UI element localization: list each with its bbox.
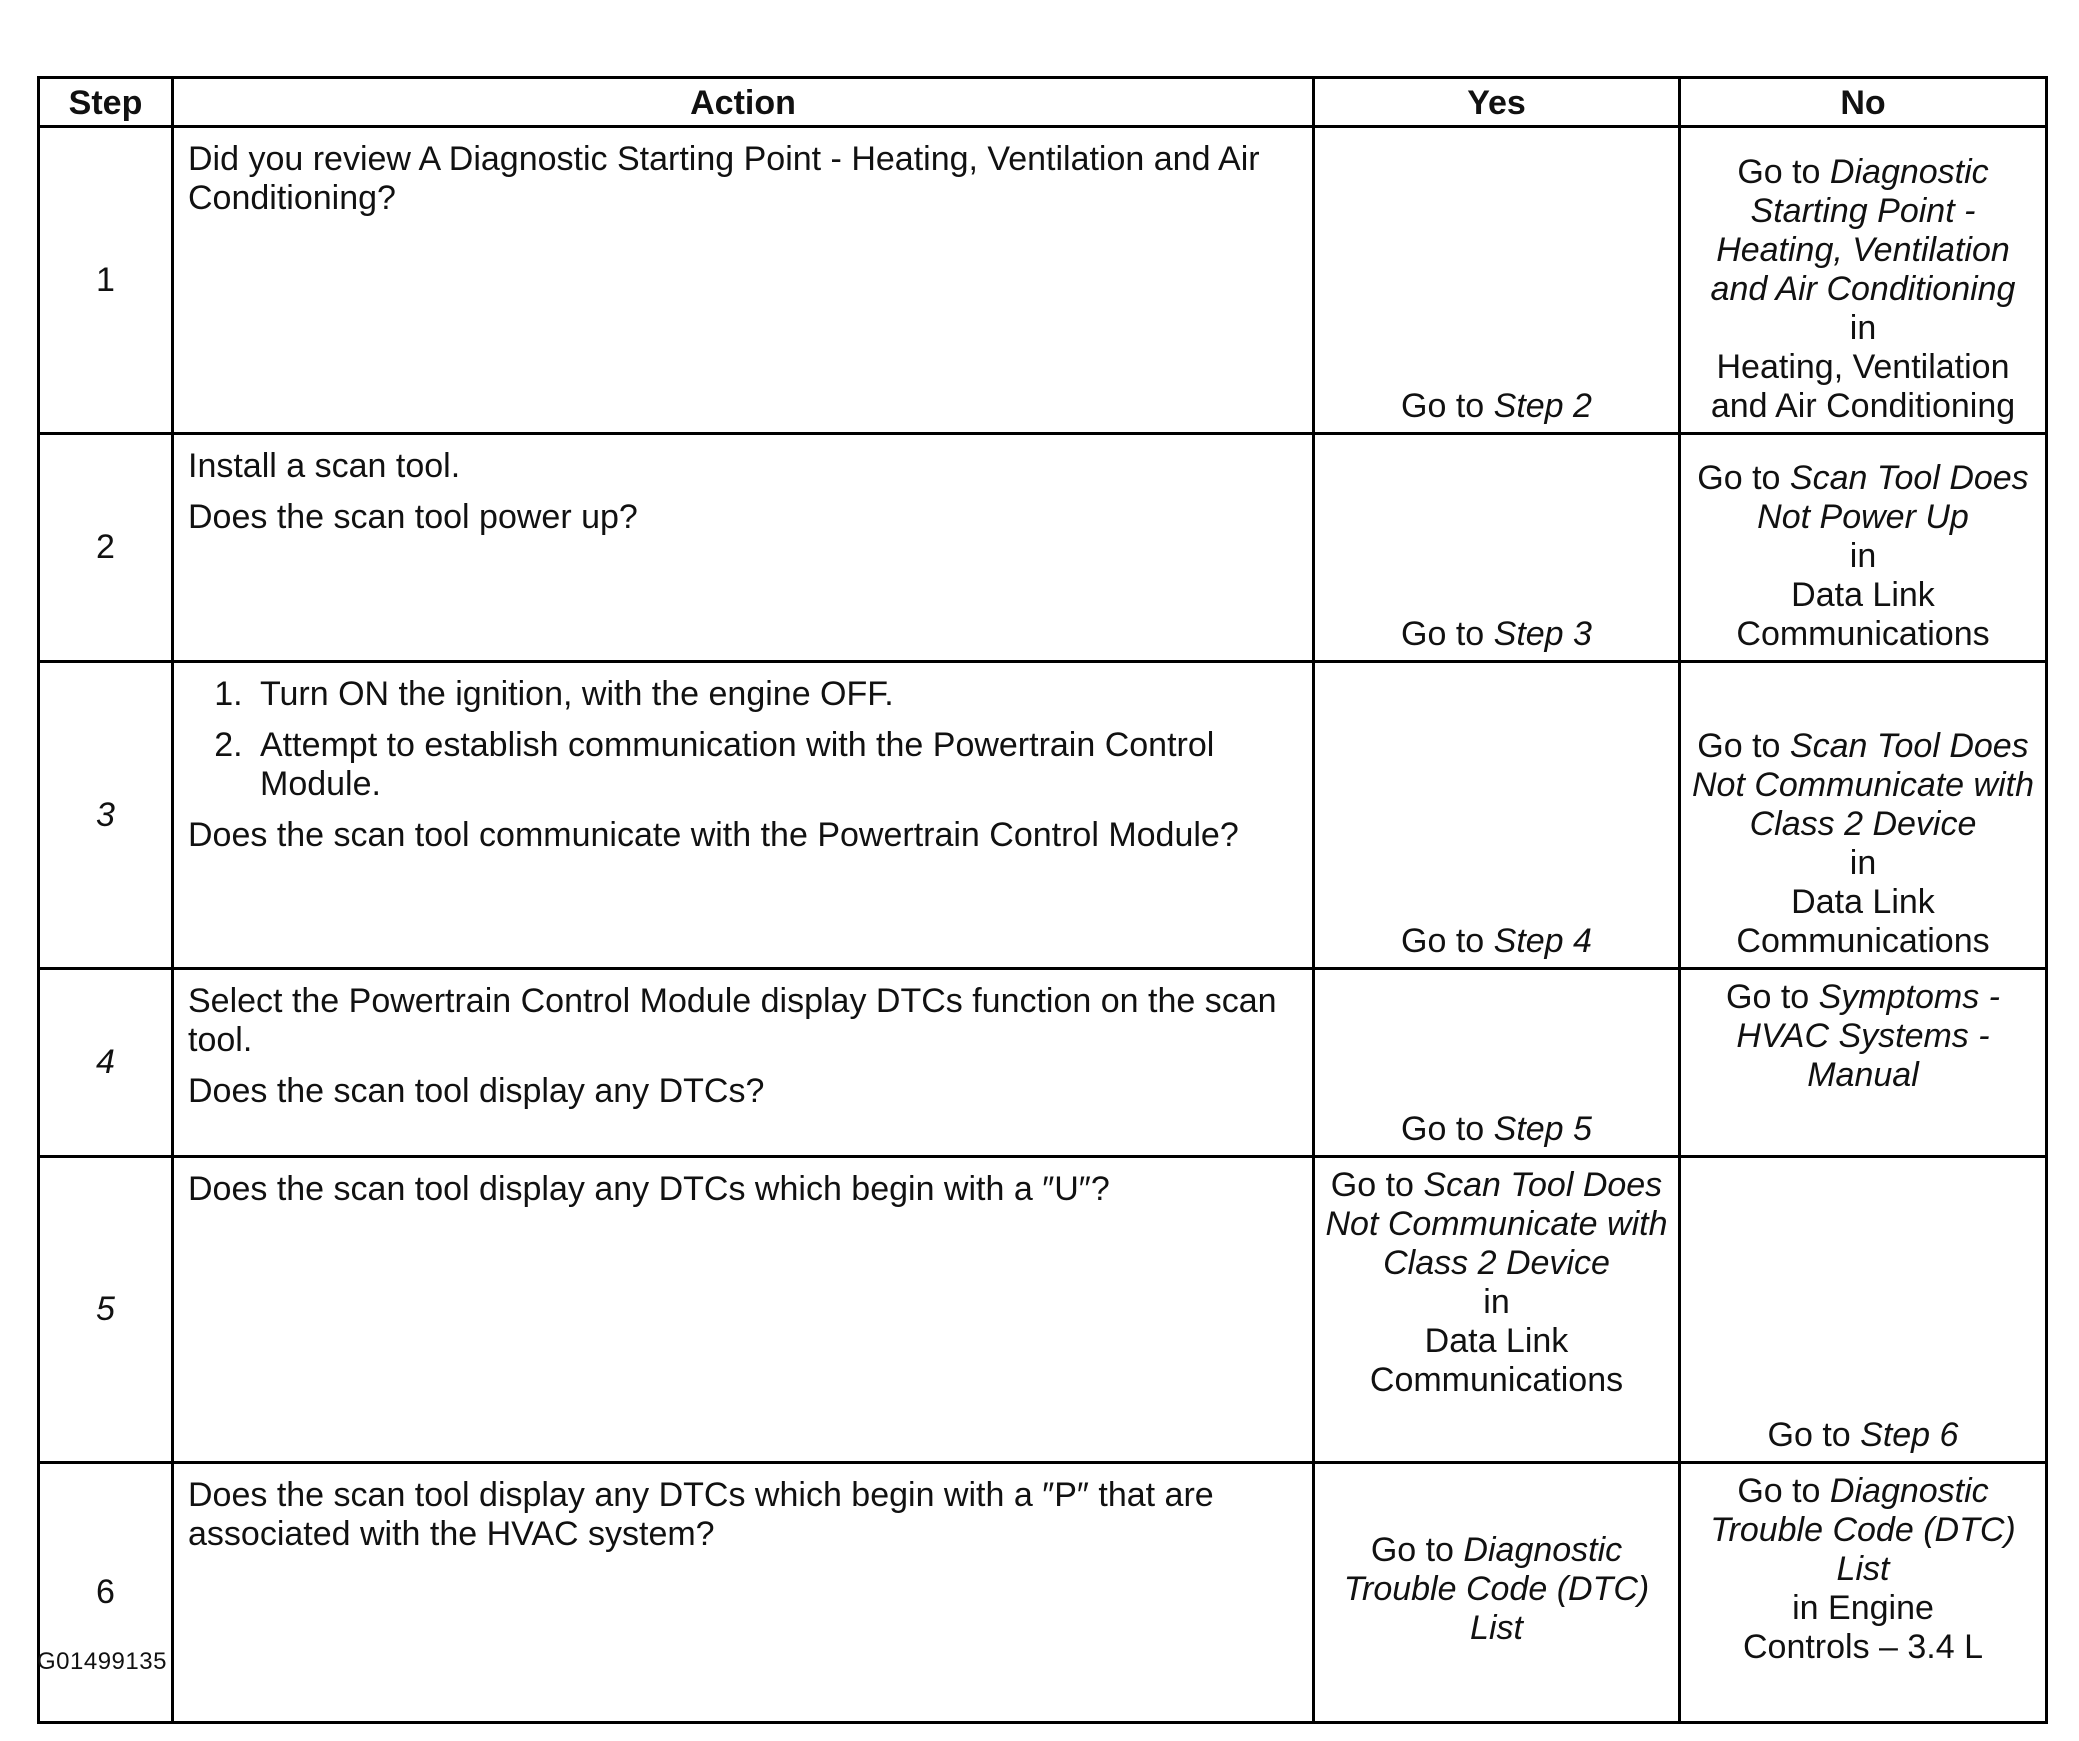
action-cell xyxy=(173,969,1314,1157)
table-row xyxy=(39,127,2047,434)
no-reference-link[interactable]: Symptoms - HVAC Systems - Manual xyxy=(1736,978,2000,1094)
no-cell xyxy=(1680,1157,2047,1463)
yes-step-link[interactable]: Step 4 xyxy=(1493,922,1592,960)
yes-cell xyxy=(1314,1157,1680,1463)
action-text: Select the Powertrain Control Module display DTCs function on the scan tool. xyxy=(188,982,1277,1059)
no-section-text: Controls – 3.4 L xyxy=(1742,1628,1984,1666)
yes-reference-link[interactable]: Scan Tool Does Not Communicate with Class 2 Device xyxy=(1325,1166,1668,1282)
step-number: 5 xyxy=(39,1157,173,1463)
header-yes: Yes xyxy=(1314,78,1680,127)
no-prefix: Go to xyxy=(1767,1416,1861,1454)
no-reference-link[interactable]: Diagnostic Starting Point - Heating, Ventilation and Air Conditioning xyxy=(1710,153,2016,308)
step-number: 3 xyxy=(39,662,173,969)
yes-section-text: Data Link Communications xyxy=(1369,1322,1624,1399)
figure-id: G01499135 xyxy=(37,1648,167,1675)
action-list xyxy=(188,675,1298,804)
action-cell xyxy=(173,127,1314,434)
no-prefix: Go to xyxy=(1737,1472,1830,1510)
action-question: Does the scan tool power up? xyxy=(188,498,638,536)
no-reference-link[interactable]: Scan Tool Does Not Power Up xyxy=(1757,459,2029,536)
no-prefix: Go to xyxy=(1737,153,1830,191)
no-in-text: in xyxy=(1849,844,1877,882)
yes-step-link[interactable]: Step 3 xyxy=(1493,615,1592,653)
action-text: Install a scan tool. xyxy=(188,447,461,485)
yes-prefix: Go to xyxy=(1401,1110,1494,1148)
no-section-text: Data Link Communications xyxy=(1736,576,1990,653)
no-cell xyxy=(1680,969,2047,1157)
header-step: Step xyxy=(39,78,173,127)
action-cell xyxy=(173,434,1314,662)
action-question: Does the scan tool display any DTCs which begin with a ″P″ that are associated with the HVAC system? xyxy=(188,1476,1214,1553)
yes-prefix: Go to xyxy=(1401,615,1494,653)
diagnostic-table xyxy=(37,76,2048,1724)
yes-cell xyxy=(1314,434,1680,662)
action-text: Did you review A Diagnostic Starting Point - Heating, Ventilation and Air Conditioning? xyxy=(188,140,1260,217)
table-row xyxy=(39,969,2047,1157)
table-row xyxy=(39,662,2047,969)
no-in-text: in xyxy=(1849,537,1877,575)
action-question: Does the scan tool communicate with the Powertrain Control Module? xyxy=(188,816,1239,854)
yes-cell xyxy=(1314,969,1680,1157)
no-cell xyxy=(1680,662,2047,969)
no-reference-link[interactable]: Scan Tool Does Not Communicate with Class 2 Device xyxy=(1691,727,2034,843)
no-section-text: Heating, Ventilation and Air Conditioning xyxy=(1710,348,2016,425)
no-cell xyxy=(1680,434,2047,662)
yes-in-text: in xyxy=(1483,1283,1510,1321)
no-cell xyxy=(1680,127,2047,434)
header-action: Action xyxy=(173,78,1314,127)
no-prefix: Go to xyxy=(1697,459,1790,497)
no-reference-link[interactable]: Diagnostic Trouble Code (DTC) List xyxy=(1710,1472,2016,1588)
step-number: 2 xyxy=(39,434,173,662)
no-section-text: Data Link Communications xyxy=(1736,883,1990,960)
yes-prefix: Go to xyxy=(1370,1531,1464,1569)
table-row xyxy=(39,1463,2047,1723)
no-prefix: Go to xyxy=(1726,978,1819,1016)
yes-step-link[interactable]: Step 2 xyxy=(1493,387,1592,425)
yes-prefix: Go to xyxy=(1401,387,1494,425)
no-step-link[interactable]: Step 6 xyxy=(1860,1416,1959,1454)
no-cell xyxy=(1680,1463,2047,1723)
step-number: 4 xyxy=(39,969,173,1157)
yes-step-link[interactable]: Step 5 xyxy=(1493,1110,1592,1148)
action-cell xyxy=(173,662,1314,969)
action-question: Does the scan tool display any DTCs? xyxy=(188,1072,765,1110)
yes-prefix: Go to xyxy=(1330,1166,1424,1204)
yes-cell xyxy=(1314,127,1680,434)
table-row xyxy=(39,1157,2047,1463)
step-number: 1 xyxy=(39,127,173,434)
action-cell xyxy=(173,1157,1314,1463)
yes-cell xyxy=(1314,662,1680,969)
yes-cell xyxy=(1314,1463,1680,1723)
step-number: 6 xyxy=(39,1463,173,1723)
no-in-text: in Engine xyxy=(1792,1589,1934,1627)
header-row xyxy=(39,78,2047,127)
action-question: Does the scan tool display any DTCs which begin with a ″U″? xyxy=(188,1170,1110,1208)
action-list-item: 2. Attempt to establish communication with the Powertrain Control Module. xyxy=(252,726,1298,804)
header-no: No xyxy=(1680,78,2047,127)
action-list-item: 1. Turn ON the ignition, with the engine OFF. xyxy=(252,675,1298,714)
table-row xyxy=(39,434,2047,662)
action-cell xyxy=(173,1463,1314,1723)
no-prefix: Go to xyxy=(1697,727,1790,765)
no-in-text: in xyxy=(1849,309,1877,347)
yes-reference-link[interactable]: Diagnostic Trouble Code (DTC) List xyxy=(1343,1531,1650,1647)
yes-prefix: Go to xyxy=(1401,922,1494,960)
